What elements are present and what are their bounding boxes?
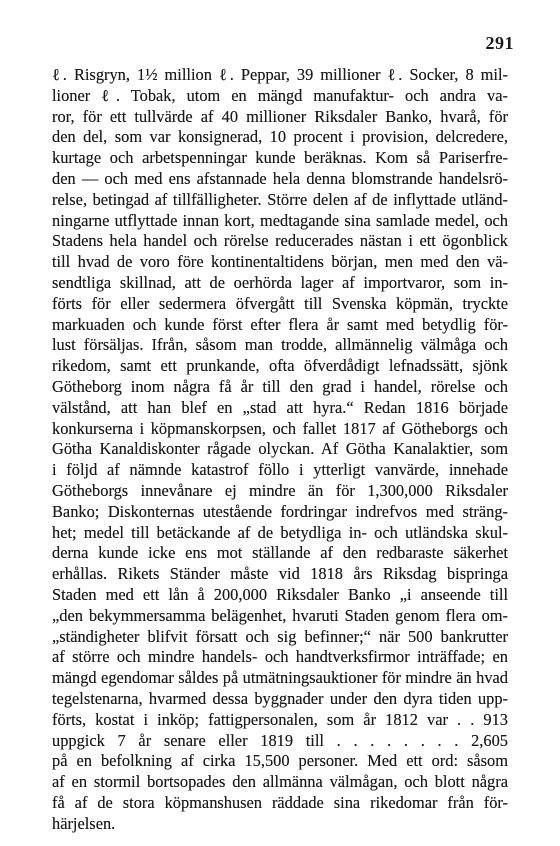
text-line: ℓ. Risgryn, 1½ million ℓ. Peppar, 39 millioner ℓ. Socker, 8 mil-	[52, 65, 508, 84]
text-line: i följd af nämnde katastrof föllo i ytterligt vanvärde, innehade	[52, 460, 508, 480]
text-line: uppgick 7 år senare eller 1819 till . . . . . . . . 2,605	[52, 730, 508, 750]
text-line: af större och mindre handels- och handtverksfirmor inträffade; en	[52, 647, 508, 667]
text-line: Götheborg inom några få år till den grad i handel, rörelse och	[52, 376, 508, 396]
text-line: konkurserna i köpmanskorpsen, och fallet 1817 af Götheborgs och	[52, 418, 508, 438]
text-line: relse, betingad af tillfälligheter. Större delen af de inflyttade utländ-	[52, 189, 508, 209]
text-line: förts, kostat i inköp; fattigpersonalen, som år 1812 var . . 913	[52, 709, 508, 729]
text-line: mängd egendomar såldes på utmätningsauktioner för mindre än hvad	[52, 668, 508, 688]
text-line: rikedom, samt ett prunkande, ofta öfverdådigt lefnadssätt, sjönk	[52, 356, 508, 376]
text-line: derna kunde icke ens mot ställande af den redbaraste säkerhet	[52, 543, 508, 563]
text-line: få af de stora köpmanshusen räddade sina rikedomar från för-	[52, 792, 508, 812]
text-line: den — och med ens afstannade hela denna blomstrande handelsrö-	[52, 168, 508, 188]
text-line: välstånd, att han blef en „stad att hyra.“ Redan 1816 började	[52, 397, 508, 417]
text-line: Götha Kanaldiskonter rågade olyckan. Af Götha Kanalaktier, som	[52, 439, 508, 459]
text-line: Staden med ett lån å 200,000 Riksdaler Banko „i anseende till	[52, 584, 508, 604]
text-line: härjelsen.	[52, 813, 116, 833]
text-line: kurtage och arbetspenningar kunde beräknas. Kom så Pariserfre-	[52, 148, 508, 168]
text-line: den del, som var konsignerad, 10 procent i provision, delcredere,	[52, 127, 508, 147]
text-line: Götheborgs innevånare ej mindre än för 1,300,000 Riksdaler	[52, 480, 508, 500]
text-line: till hvad de voro före kontinentaltidens början, men med den vä-	[52, 252, 508, 272]
text-line: lust försäljas. Ifrån, såsom man trodde, allmännelig välmåga och	[52, 335, 508, 355]
text-line: lioner ℓ. Tobak, utom en mängd manufaktur- och andra va-	[52, 85, 508, 105]
text-line: sendtliga skillnad, att de oerhörda lager af importvaror, som in-	[52, 272, 508, 292]
text-line: af en stormil bortsopades den allmänna välmågan, och blott några	[52, 772, 508, 792]
text-line: ningarne utflyttade innan kort, medtagande sina samlade medel, och	[52, 210, 508, 230]
text-line: Banko; Diskonternas utestående fordringar indrefvos med sträng-	[52, 501, 508, 521]
text-line: markuaden och kunde först efter flera år samt med betydlig för-	[52, 314, 508, 334]
text-line: het; medel till betäckande af de betydliga in- och utländska skul-	[52, 522, 508, 542]
text-line: „den bekymmersamma belägenhet, hvaruti Staden genom flera om-	[52, 605, 508, 625]
text-line: ror, för ett tullvärde af 40 millioner Riksdaler Banko, hvarå, för	[52, 106, 508, 126]
body-text	[52, 65, 508, 834]
text-line: Stadens hela handel och rörelse reducerades nästan i ett ögonblick	[52, 231, 508, 251]
text-line: erhållas. Rikets Ständer måste vid 1818 års Riksdag bispringa	[52, 564, 508, 584]
text-line: „ständigheter blifvit försatt och sig befinner;“ när 500 bankrutter	[52, 626, 508, 646]
text-line: på en befolkning af cirka 15,500 personer. Med ett ord: såsom	[52, 751, 508, 771]
page-number: 291	[485, 33, 514, 53]
text-line: tegelstenarna, hvarmed dessa byggnader under den dyra tiden upp-	[52, 688, 508, 708]
text-line: förts för eller sedermera öfvergått till Svenska köpmän, tryckte	[52, 293, 508, 313]
